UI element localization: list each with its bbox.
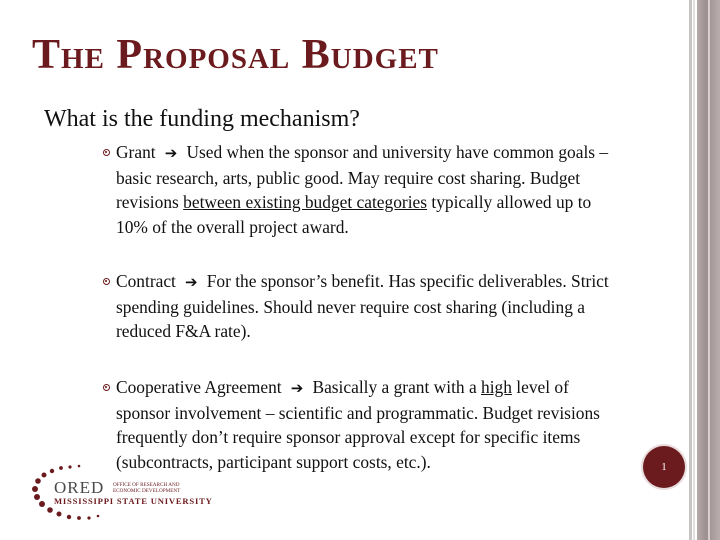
decorative-stripe xyxy=(689,0,692,540)
decorative-stripe xyxy=(693,0,695,540)
bullet-grant xyxy=(116,140,626,239)
logo-line: ECONOMIC DEVELOPMENT xyxy=(113,488,181,495)
circle-bullet-icon xyxy=(103,149,110,156)
bullet-text: typically allowed up to 10% of the overall project award. xyxy=(116,192,592,237)
right-arrow-icon: ➔ xyxy=(180,273,203,291)
bullet-underlined-text: high xyxy=(481,377,512,397)
slide-title: The Proposal Budget xyxy=(32,32,439,78)
bullet-term: Cooperative Agreement xyxy=(116,377,282,397)
logo-line: OFFICE OF RESEARCH AND xyxy=(113,482,180,488)
slide-question: What is the funding mechanism? xyxy=(44,106,360,132)
ored-logo xyxy=(30,462,213,524)
bullet-text: Basically a grant with a xyxy=(312,377,482,397)
bullet-term: Grant xyxy=(116,142,156,162)
circle-bullet-icon xyxy=(103,278,110,285)
decorative-stripe xyxy=(708,0,710,540)
logo-university: MISSISSIPPI STATE UNIVERSITY xyxy=(54,496,213,506)
bullet-text: Used when the sponsor and university have common goals – basic research, arts, public good. May require cost sharing. Budget revisions xyxy=(116,142,609,212)
logo-department xyxy=(113,482,180,495)
bullet-contract xyxy=(116,269,626,344)
bullet-cooperative-agreement xyxy=(116,375,626,474)
bullet-text: level of sponsor involvement – scientific and programmatic. Budget revisions frequently don’t require sponsor approval except for specific items (subcontracts, participant support costs, etc.). xyxy=(116,377,600,472)
circle-bullet-icon xyxy=(103,384,110,391)
bullet-text: For the sponsor’s benefit. Has specific deliverables. Strict spending guidelines. Should never require cost sharing (including a reduced F&A rate). xyxy=(116,271,609,341)
right-arrow-icon: ➔ xyxy=(286,379,309,397)
logo-acronym: ORED xyxy=(54,478,105,497)
page-number-badge: 1 xyxy=(643,446,685,488)
right-arrow-icon: ➔ xyxy=(159,144,183,162)
bullet-term: Contract xyxy=(116,271,176,291)
bullet-underlined-text: between existing budget categories xyxy=(183,192,428,212)
